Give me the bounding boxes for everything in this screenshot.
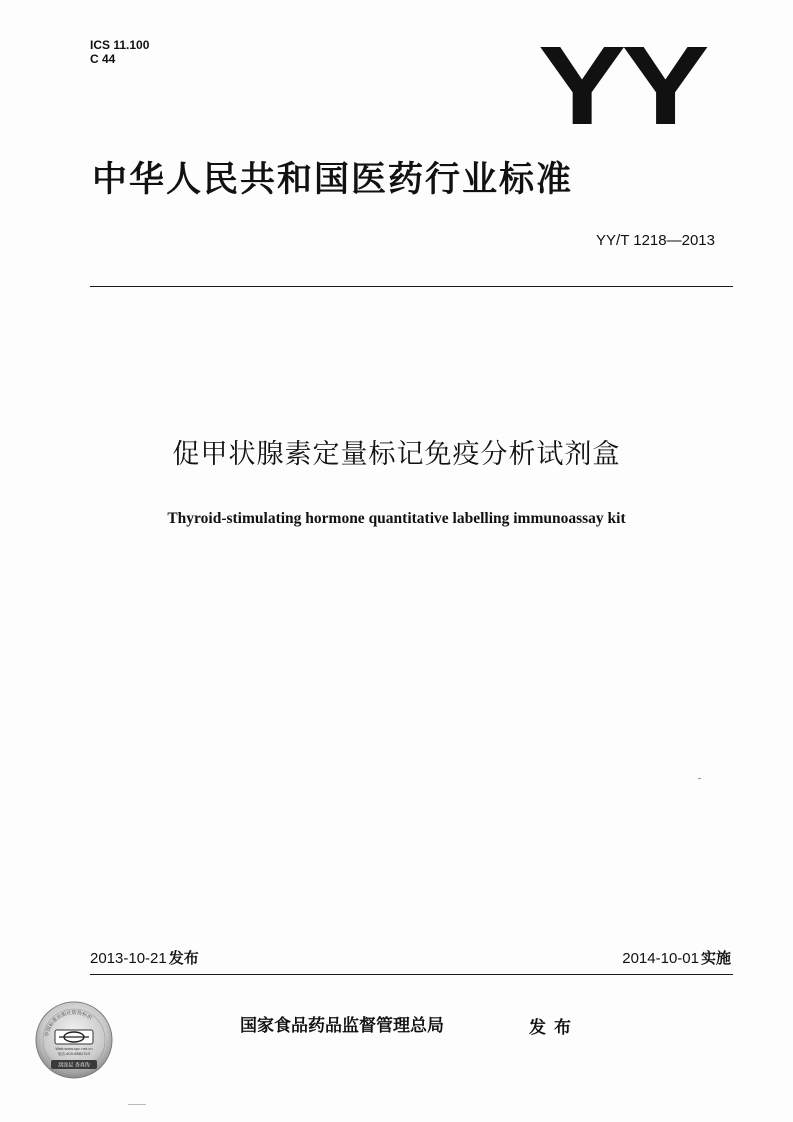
scan-speck [128, 1104, 146, 1105]
anti-counterfeit-seal-icon [34, 1000, 114, 1080]
svg-text:刮涂层 查真伪: 刮涂层 查真伪 [58, 1062, 90, 1069]
document-title-chinese: 促甲状腺素定量标记免疫分析试剂盒 [172, 439, 621, 470]
svg-text:电话:400-6882315: 电话:400-6882315 [57, 1052, 91, 1056]
issuer-action: 发布 [529, 1018, 579, 1038]
ccs-code: C 44 [90, 52, 116, 66]
top-divider [90, 286, 733, 287]
classification-codes [90, 38, 149, 66]
issue-label: 发布 [168, 949, 199, 967]
implementation-date: 2014-10-01 [622, 950, 699, 967]
issue-date-block [90, 948, 199, 969]
standard-type-title: 中华人民共和国医药行业标准 [92, 160, 574, 200]
svg-text:Web:www.spc.net.cn: Web:www.spc.net.cn [55, 1047, 93, 1051]
document-title-english: Thyroid-stimulating hormone quantitative labelling immunoassay kit [167, 510, 626, 527]
svg-text:中国标准出版社防伪标识: 中国标准出版社防伪标识 [44, 1009, 93, 1038]
standard-number: YY/T 1218—2013 [596, 232, 715, 249]
ics-code: ICS 11.100 [90, 38, 150, 52]
issuer-name: 国家食品药品监督管理总局 [240, 1016, 444, 1036]
issue-date: 2013-10-21 [90, 950, 167, 967]
standard-mark-logo: YY [538, 23, 705, 148]
implementation-label: 实施 [700, 949, 731, 967]
bottom-divider [90, 974, 733, 975]
implementation-date-block [622, 948, 731, 969]
scan-speck [698, 778, 701, 779]
